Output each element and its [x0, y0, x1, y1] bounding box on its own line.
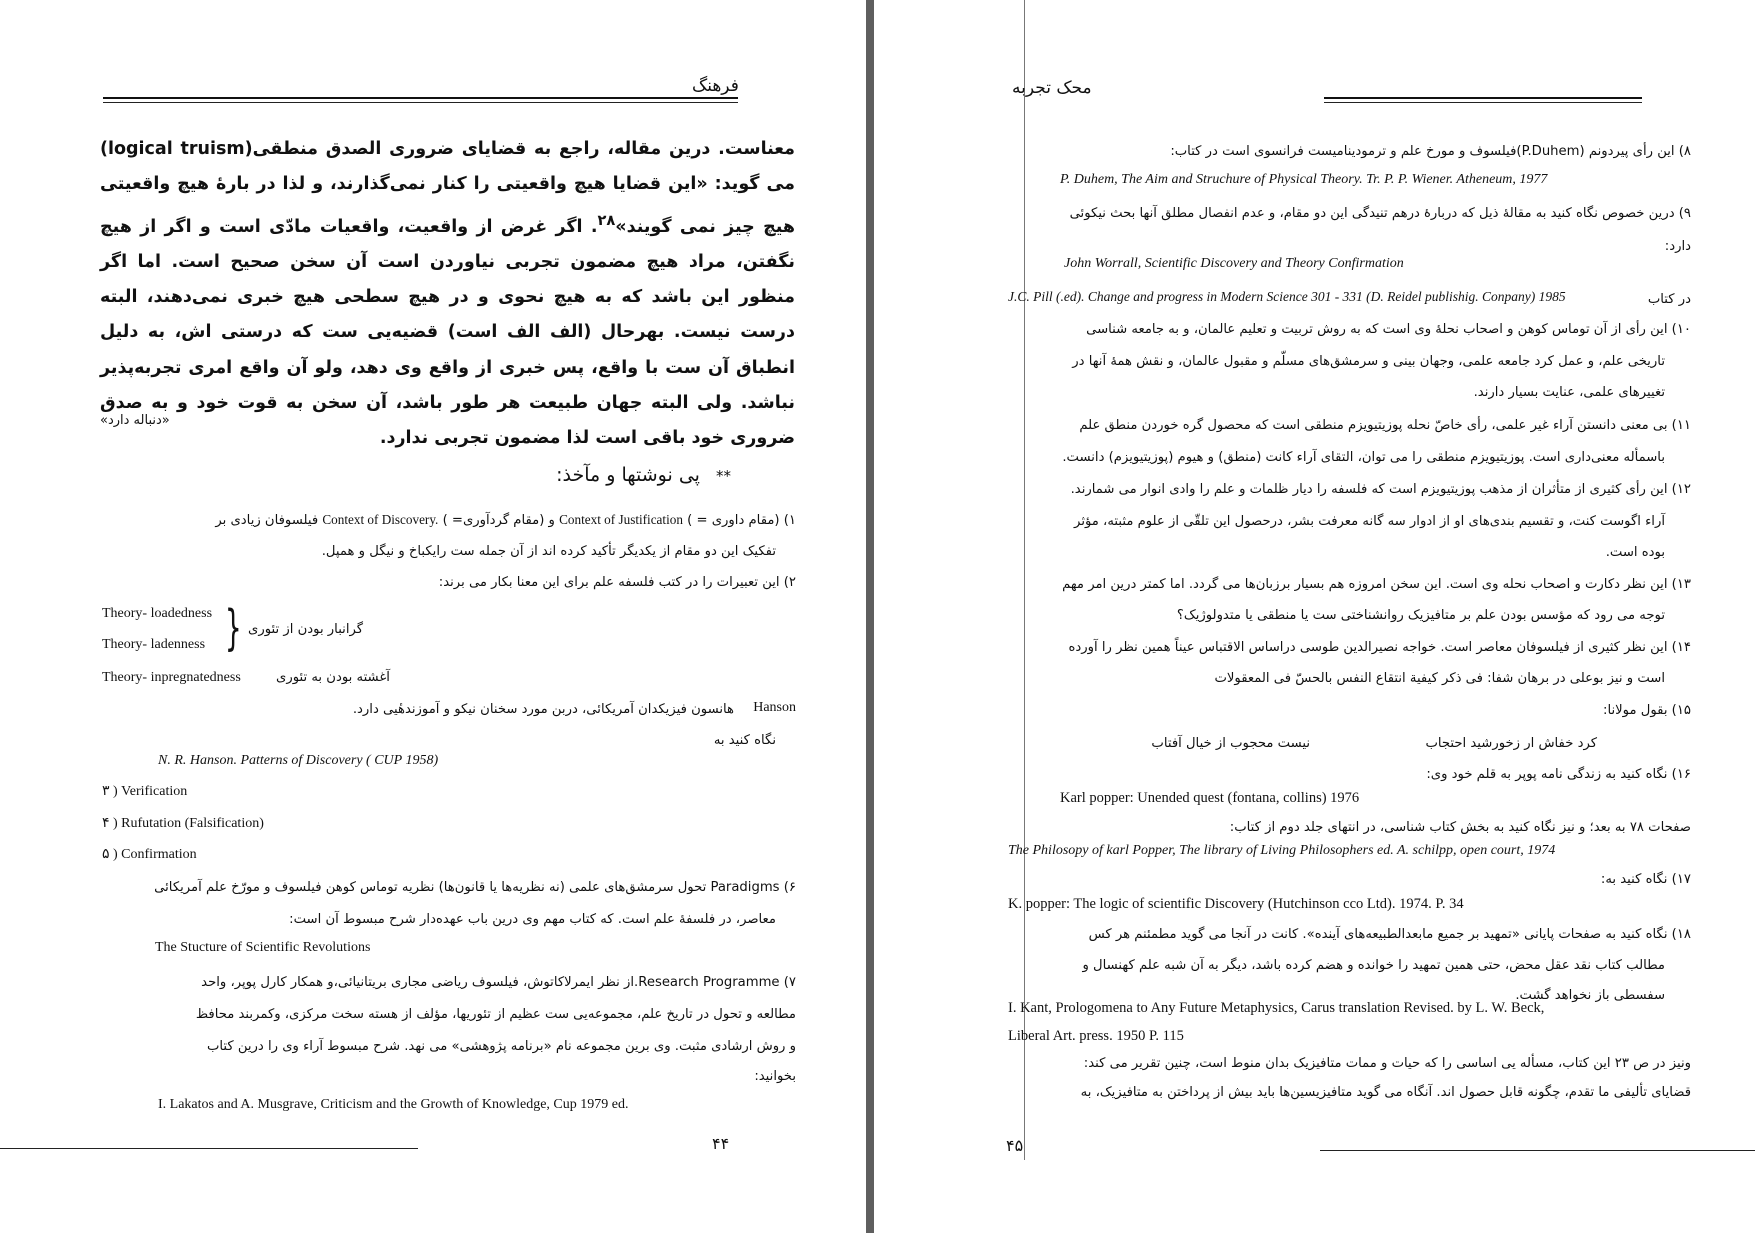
fn1-term-b: Context of Discovery.: [322, 512, 439, 527]
footnote-7-line-4: بخوانید:: [754, 1069, 796, 1084]
footnote-18-line-2: مطالب کتاب نقد عقل محض، حتی همین تمهید را خوانده و هضم کرده باشد، دیگر به آن شبه علم کهنسال و: [1082, 958, 1665, 973]
footnote-18-ref-b: Liberal Art. press. 1950 P. 115: [1008, 1028, 1184, 1044]
fn2-gloss-2: آغشته بودن به تئوری: [276, 670, 390, 685]
footnote-10-line-2: تاریخی علم، و عمل کرد جامعه علمی، وجهان بینی و سرمشق‌های مسلّم و مقبول عالمان، و نقش همهٔ آنها در: [1072, 354, 1665, 369]
footnote-18-line-1: ۱۸) نگاه کنید به صفحات پایانی «تمهید بر جمیع مابعدالطبیعه‌های آینده». کانت در آنجا می گوید مطمئنم هر کس: [1088, 927, 1691, 942]
see-label: نگاه کنید به: [713, 733, 776, 748]
footnote-9-line-1: ۹) درین خصوص نگاه کنید به مقالهٔ ذیل که دربارهٔ درهم تنیدگی این دو مقام، و عدم انفصال مطلق آنها بحث نیکوئی: [1069, 206, 1691, 221]
brace: }: [224, 600, 242, 656]
footnote-7-line-3: و روش ارشادی مثبت. وی برین مجموعه نام «برنامه پژوهشی» می نهد. شرح مبسوط آراء وی را درین کتاب: [206, 1039, 796, 1054]
fn1-text-a: ۱) (مقام داوری = ): [687, 513, 796, 528]
footnote-13-line-1: ۱۳) این نظر دکارت و اصحاب نحله وی است. این سخن امروزه هم بسیار برزبان‌ها می گردد. اما کمتر درین امر مهم: [1062, 577, 1691, 592]
footnote-9-ref-2-label: در کتاب: [1647, 292, 1691, 307]
footer-rule: [0, 1148, 418, 1149]
footer-rule: [1320, 1150, 1755, 1151]
footnote-3: ۳ ) Verification: [102, 784, 188, 799]
footnote-18-ref-a: I. Kant, Prologomena to Any Future Metaphysics, Carus translation Revised. by L. W. Beck,: [1008, 1000, 1545, 1016]
footnote-4: ۴ ) Rufutation (Falsification): [102, 816, 264, 831]
footnote-16-line-1: ۱۶) نگاه کنید به زندگی نامه پوپر به قلم خود وی:: [1426, 767, 1691, 782]
footnote-6-line-2: معاصر، در فلسفهٔ علم است. که کتاب مهم وی درین باب عهده‌دار شرح مبسوط آن است:: [289, 912, 776, 927]
header-rule-2: [1324, 102, 1642, 103]
footnote-17-ref: K. popper: The logic of scientific Discovery (Hutchinson cco Ltd). 1974. P. 34: [1008, 896, 1464, 912]
book-gutter: [866, 0, 874, 1233]
section-title: [556, 464, 731, 486]
footnote-6-ref: The Stucture of Scientific Revolutions: [155, 940, 371, 955]
footnote-6-line-1: ۶) Paradigms تحول سرمشق‌های علمی (نه نظریه‌ها یا قانون‌ها) نظریه توماس کوهن فیلسوف و مورّخ علم آمریکائی: [154, 880, 796, 895]
fn2-term-3: Theory- inpregnatedness: [102, 670, 241, 685]
footnote-1-line-1: [215, 512, 796, 528]
footnote-17-line-1: ۱۷) نگاه کنید به:: [1600, 872, 1691, 887]
footnote-11-line-2: باسمأله معنی‌داری است. پوزیتیویزم منطقی را می توان، التقای آراء کانت (منطق) و هیوم (پوزیتیویزم) دانست.: [1062, 450, 1665, 465]
fn2-gloss-1: گرانبار بودن از تئوری: [248, 622, 364, 637]
footnote-18-line-4: ونیز در ص ۲۳ این کتاب، مسأله یی اساسی را که حیات و ممات متافیزیک بدان منوط است، چنین تقریر می کند:: [1083, 1056, 1691, 1071]
hanson-ref: N. R. Hanson. Patterns of Discovery ( CUP 1958): [158, 753, 439, 768]
footnote-7-line-1: ۷) Research Programme.از نظر ایمرلاکاتوش، فیلسوف ریاضی مجاری بریتانیائی،و همکار کارل پوپر، واحد: [201, 975, 796, 990]
footnote-16-ref-2: The Philosopy of karl Popper, The library of Living Philosophers ed. A. schilpp, open court, 1974: [1008, 843, 1556, 858]
footnote-1-line-2: تفکیک این دو مقام از یکدیگر تأکید کرده اند از آن جمله ست رایکباخ و نیگل و همپل.: [321, 544, 776, 559]
footnote-15-verse-b: نیست محجوب از خیال آفتاب: [1151, 736, 1310, 751]
footnote-18-line-3: سفسطی باز نخواهد گشت.: [1515, 988, 1665, 1003]
footnote-5: ۵ ) Confirmation: [102, 847, 197, 862]
section-mark: **: [716, 467, 731, 485]
footnote-10-line-3: تغییرهای علمی، عنایت بسیار دارند.: [1473, 385, 1665, 400]
page-number: ۴۵: [1006, 1136, 1024, 1155]
right-page: [874, 0, 1755, 1233]
header-rule: [103, 97, 738, 99]
header-rule-2: [103, 102, 738, 103]
hanson-line: هانسون فیزیکدان آمریکائی، دربن مورد سخنان نیکو و آموزندهٔیی دارد.: [352, 702, 734, 717]
footnote-11-line-1: ۱۱) بی معنی دانستن آراء غیر علمی، رأی خاصّ نحله پوزیتیویزم منطقی است که محصول گره خوردن منطق علم: [1079, 418, 1691, 433]
footnote-15-verse-a: کرد خفاش ار زخورشید احتجاب: [1425, 736, 1597, 751]
footnote-2-line-1: ۲) این تعبیرات را در کتب فلسفه علم برای این معنا بکار می برند:: [438, 575, 796, 590]
footnote-18-line-5: قضایای تألیفی ما تقدم، چگونه قابل حصول اند. آنگاه می گوید متافیزیسین‌ها باید بیش از پرداختن به متافیزیک، به: [1080, 1085, 1691, 1100]
footnote-8-ref: P. Duhem, The Aim and Struchure of Physical Theory. Tr. P. P. Wiener. Atheneum, 1977: [1060, 172, 1548, 187]
footnote-12-line-3: بوده است.: [1605, 545, 1665, 560]
fn1-text-c: فیلسوفان زیادی بر: [215, 513, 319, 528]
footnote-13-line-2: توجه می رود که مؤسس بودن علم بر متافیزیک روانشناختی ست یا منطقی یا متدولوژیک؟: [1176, 608, 1665, 623]
fn1-term-a: Context of Justification: [559, 512, 683, 527]
footnote-9-line-2: دارد:: [1664, 239, 1691, 254]
footnote-12-line-2: آراء اگوست کنت، و تقسیم بندی‌های او از ادوار سه گانه معرفت بشر، درحصول این تلقّی از علوم مثبته، مؤثر: [1074, 514, 1665, 529]
footnote-8-line-1: ۸) این رأی پیردونم (P.Duhem)فیلسوف و مورخ علم و ترمودینامیست فرانسوی است در کتاب:: [1170, 144, 1691, 159]
footnote-12-line-1: ۱۲) این رأی کثیری از متأثران از مذهب پوزیتیویزم است که فلسفه را دیار ظلمات و علم را وادی انوار می شمارند.: [1070, 482, 1691, 497]
left-page: [0, 0, 866, 1233]
fn2-term-1: Theory- loadedness: [102, 606, 213, 621]
footnote-15-line-1: ۱۵) بقول مولانا:: [1603, 703, 1691, 718]
footnote-16-line-2: صفحات ۷۸ به بعد؛ و نیز نگاه کنید به بخش کتاب شناسی، در انتهای جلد دوم از کتاب:: [1229, 820, 1691, 835]
section-title-text: پی نوشتها و مآخذ:: [556, 464, 700, 486]
fn1-text-b: و (مقام گردآوری= ): [442, 513, 555, 528]
running-header: محک تجربه: [1012, 78, 1092, 98]
footnote-14-line-2: است و نیز بوعلی در برهان شفا: فی ذکر کیفیة انتقاع النفس بالحسّ فی المعقولات: [1214, 671, 1665, 686]
hanson-name: Hanson: [753, 700, 796, 715]
body-paragraph: معناست. درین مقاله، راجع به قضایای ضروری الصدق منطقی(logical truism) می گوید: «این قضایا هیچ واقعیتی را کنار نمی‌گذارند، و لذا در بارهٔ هیچ واقعیتی هیچ چیز نمی گویند»$^{۲۸}$. اگر غرض از واقعیت، واقعیات مادّی است و اگر از هیچ نگفتن، مراد هیچ مضمون تجربی نیاوردن است آن سخن صحیح است. اما اگر منظور این باشد که به هیچ نحوی و در هیچ سطحی هیچ خبری نمی‌دهند، البته درست نیست. بهرحال (الف الف است) قضیه‌یی ست که درستی اش، به دلیل انطباق آن ست با واقع، پس خبری از واقع وی دهد، ولو آن واقع امری تجربه‌پذیر نباشد. ولی البته جهان طبیعت هر طور باشد، آن سخن به قوت خود و به صدق ضروری خود باقی است لذا مضمون تجربی ندارد.: [100, 139, 795, 449]
running-header: فرهنگ: [692, 76, 739, 96]
scan-line: [1024, 0, 1025, 1160]
footnote-10-line-1: ۱۰) این رأی از آن توماس کوهن و اصحاب نحلهٔ وی است که به روش تربیت و تعلیم عالمان، و به جامعه شناسی: [1086, 322, 1691, 337]
page-number: ۴۴: [712, 1134, 730, 1153]
footnote-7-ref: I. Lakatos and A. Musgrave, Criticism and the Growth of Knowledge, Cup 1979 ed.: [158, 1097, 629, 1112]
footnote-16-ref: Karl popper: Unended quest (fontana, collins) 1976: [1060, 790, 1360, 806]
continued-note: «دنباله دارد»: [100, 413, 170, 428]
footnote-9-ref-2: J.C. Pill (.ed). Change and progress in Modern Science 301 - 331 (D. Reidel publishig. Conpany) 1985: [1008, 289, 1566, 304]
header-rule: [1324, 97, 1642, 99]
fn2-term-2: Theory- ladenness: [102, 637, 206, 652]
footnote-7-line-2: مطالعه و تحول در تاریخ علم، مجموعه‌یی ست عظیم از تئوریها، مؤلف از هسته سخت مرکزی، وکمربند محافظ: [195, 1007, 796, 1022]
footnote-9-ref: John Worrall, Scientific Discovery and Theory Confirmation: [1064, 256, 1404, 271]
footnote-14-line-1: ۱۴) این نظر کثیری از فیلسوفان معاصر است. خواجه نصیرالدین طوسی دراساس الاقتباس عیناً همین نظر را آورده: [1068, 640, 1691, 655]
